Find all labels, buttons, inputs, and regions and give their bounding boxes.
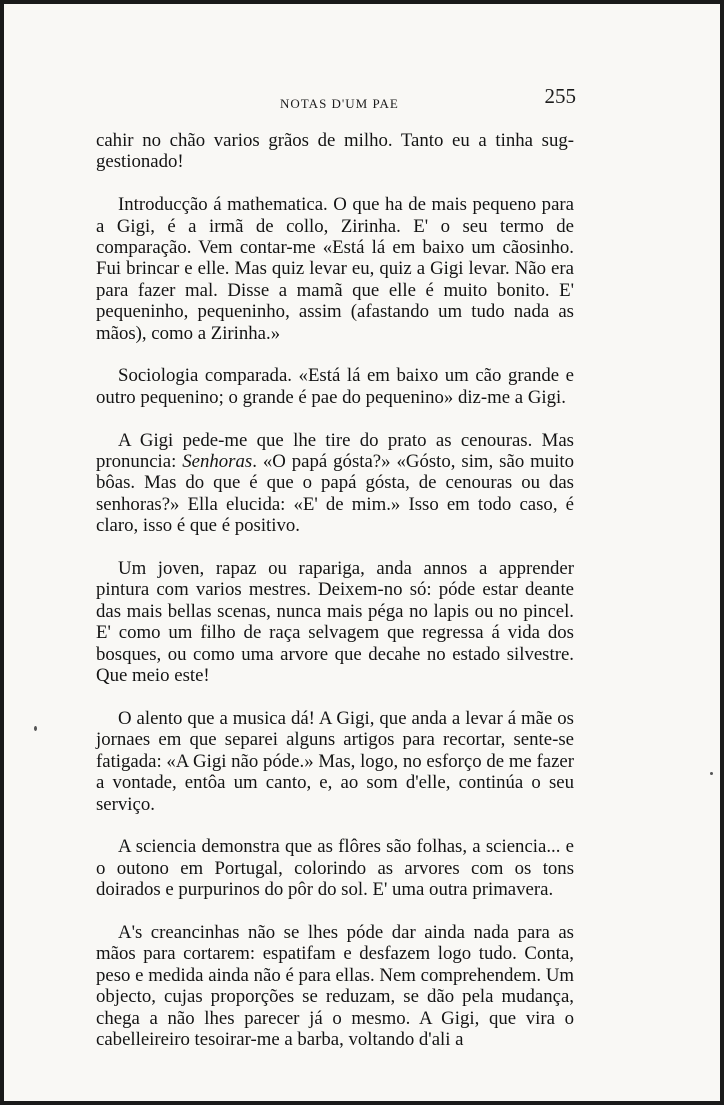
italic-text: Senhoras: [182, 451, 253, 473]
paragraph-text: A Gigi pede-me que lhe tire do prato as cenouras. Mas pronuncia:: [96, 429, 574, 473]
paragraph-text: cahir no chão varios grãos de milho. Tanto eu a tinha sug-gestionado!: [96, 130, 574, 173]
ink-speck: [34, 726, 37, 731]
paragraph-text: A sciencia demonstra que as flôres são folhas, a sciencia... e o outono em Portugal, colorindo as arvores com os tons doirados e purpurinos do pôr do sol. E' uma outra primavera.: [96, 836, 574, 901]
page-number: 255: [544, 84, 576, 108]
paragraph: [96, 922, 574, 1050]
page-body: [96, 130, 574, 1050]
paragraph: [96, 130, 574, 173]
paragraph-text: A's creancinhas não se lhes póde dar ainda nada para as mãos para cortarem: espatifam e desfazem logo tudo. Conta, peso e medida ainda não é para ellas. Nem comprehendem. Um objecto, cujas proporções se reduzam, se dão pela mudança, chega a não lhes parecer já o mesmo. A Gigi, que vira o cabelleireiro tesoirar-me a barba, voltando d'ali a: [96, 921, 574, 1050]
paragraph: [96, 558, 574, 686]
paragraph: [96, 708, 574, 815]
paragraph-text: Introducção á mathematica. O que ha de mais pequeno para a Gigi, é a irmã de collo, Zirinha. E' o seu termo de comparação. Vem contar-me «Está lá em baixo um cãosinho. Fui brincar e elle. Mas quiz levar eu, quiz a Gigi levar. Não era para fazer mal. Disse a mamã que elle é muito bonito. E' pequeninho, pequeninho, assim (afastando um tudo nada as mãos), como a Zirinha.»: [96, 194, 574, 344]
running-title: NOTAS D'UM PAE: [280, 96, 399, 111]
paragraph: [96, 194, 574, 344]
paragraph: [96, 430, 574, 537]
paragraph: [96, 365, 574, 408]
paragraph-text: . «O papá gósta?» «Gósto, sim, são muito bôas. Mas do que é que o papá gósta, de cenouras ou das senhoras?» Ella elucida: «E' de mim.» Isso em todo caso, é claro, isso é que é positivo.: [96, 451, 574, 537]
paragraph-text: Sociologia comparada. «Está lá em baixo um cão grande e outro pequenino; o grande é pae do pequenino» diz-me a Gigi.: [96, 365, 574, 408]
book-page: [4, 4, 720, 1101]
page-header: [96, 84, 576, 114]
paragraph-text: O alento que a musica dá! A Gigi, que anda a levar á mãe os jornaes em que separei alguns artigos para recortar, sente-se fatigada: «A Gigi não póde.» Mas, logo, no esforço de me fazer a vontade, entôa um canto, e, ao som d'elle, continúa o seu serviço.: [96, 707, 574, 815]
ink-speck: [710, 772, 713, 775]
paragraph: [96, 836, 574, 900]
paragraph-text: Um joven, rapaz ou rapariga, anda annos a apprender pintura com varios mestres. Deixem-no só: póde estar deante das mais bellas scenas, nunca mais péga no lapis ou no pincel. E' como um filho de raça selvagem que regressa á vida dos bosques, ou como uma arvore que decahe no estado silvestre. Que meio este!: [96, 558, 574, 687]
